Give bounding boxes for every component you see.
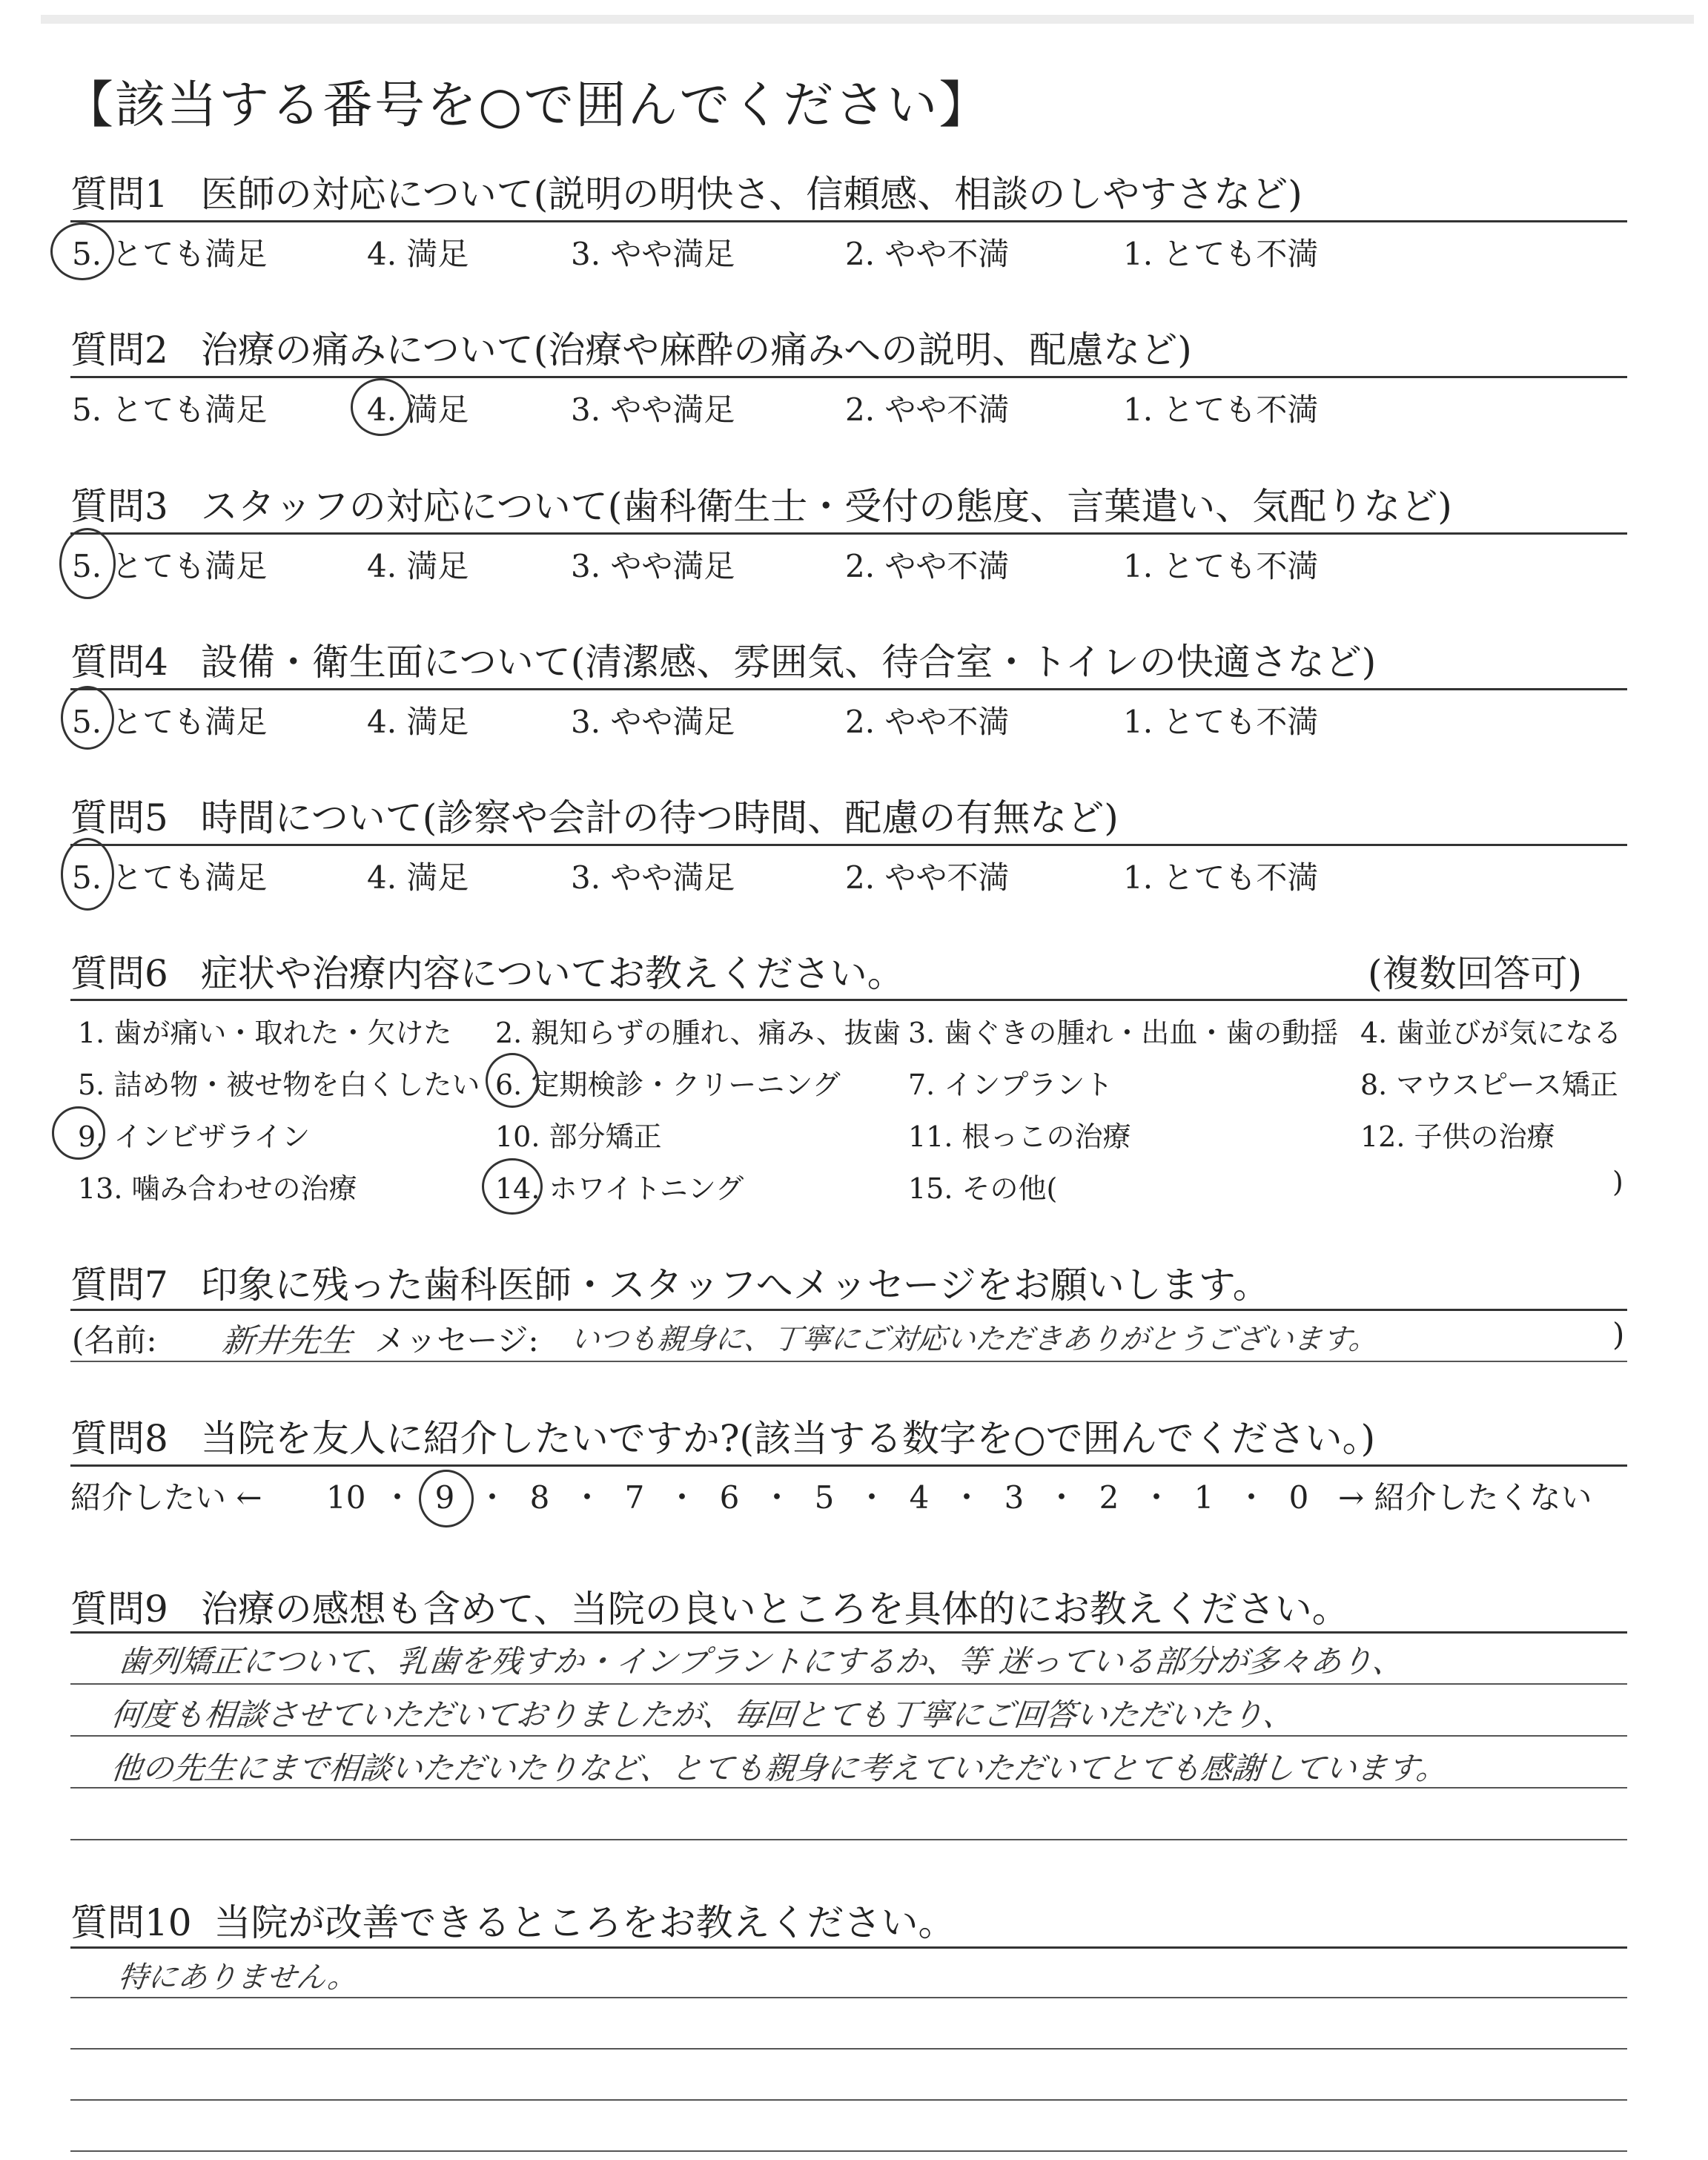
scale-9[interactable]: 9 [434, 1479, 455, 1516]
question-10 [70, 1893, 956, 1946]
scale-dot: ・ [1140, 1479, 1172, 1516]
q3-option-2[interactable]: 2. やや不満 [845, 548, 1010, 584]
selection-circle [52, 1106, 105, 1160]
q5-option-4[interactable]: 4. 満足 [367, 859, 469, 896]
divider [70, 999, 1627, 1001]
divider [70, 1946, 1627, 1949]
q6-option-10[interactable]: 10. 部分矯正 [495, 1120, 662, 1153]
divider [70, 532, 1627, 535]
q5-option-5[interactable]: 5. とても満足 [72, 859, 268, 896]
q6-option-11[interactable]: 11. 根っこの治療 [908, 1120, 1131, 1153]
multiple-answer-note: (複数回答可) [1368, 952, 1583, 995]
q6-option-4[interactable]: 4. 歯並びが気になる [1360, 1017, 1622, 1049]
scale-dot: ・ [1045, 1479, 1077, 1516]
question-5 [70, 788, 1119, 842]
q2-option-3[interactable]: 3. やや満足 [571, 392, 735, 428]
writing-line [70, 1997, 1627, 1998]
message-close: ) [1612, 1316, 1625, 1353]
scale-dot: ・ [855, 1479, 887, 1516]
divider [70, 688, 1627, 690]
q2-option-1[interactable]: 1. とても不満 [1123, 392, 1319, 428]
recommend-scale [326, 1473, 1323, 1518]
writing-line [70, 2099, 1627, 2101]
q6-option-2[interactable]: 2. 親知らずの腫れ、痛み、抜歯 [495, 1017, 901, 1049]
answer-line-1[interactable]: 特にありません。 [116, 1961, 360, 1995]
question-text: 印象に残った歯科医師・スタッフへメッセージをお願いします。 [200, 1264, 1270, 1307]
q6-option-7[interactable]: 7. インプラント [908, 1069, 1113, 1101]
question-3 [70, 477, 1452, 530]
question-label: 質問1 [70, 173, 168, 216]
question-label: 質問3 [70, 485, 168, 528]
q4-option-3[interactable]: 3. やや満足 [571, 704, 735, 740]
question-text: 当院を友人に紹介したいですか?(該当する数字を○で囲んでください。) [200, 1417, 1376, 1460]
question-text: 当院が改善できるところをお教えください。 [214, 1901, 956, 1944]
q6-option-15[interactable]: 15. その他( [908, 1172, 1058, 1205]
q6-option-14[interactable]: 14. ホワイトニング [495, 1172, 744, 1205]
question-1 [70, 165, 1302, 218]
question-label: 質問9 [70, 1588, 168, 1631]
q3-option-5[interactable]: 5. とても満足 [72, 548, 268, 584]
scale-dot: ・ [476, 1479, 508, 1516]
name-value[interactable]: 新井先生 [219, 1322, 355, 1360]
q1-option-2[interactable]: 2. やや不満 [845, 236, 1010, 272]
divider [70, 1631, 1627, 1634]
question-text: 医師の対応について(説明の明快さ、信頼感、相談のしやすさなど) [200, 173, 1302, 216]
q2-option-2[interactable]: 2. やや不満 [845, 392, 1010, 428]
q3-option-3[interactable]: 3. やや満足 [571, 548, 735, 584]
q6-option-3[interactable]: 3. 歯ぐきの腫れ・出血・歯の動揺 [908, 1017, 1339, 1049]
q6-option-6[interactable]: 6. 定期検診・クリーニング [495, 1069, 841, 1101]
question-4 [70, 633, 1376, 686]
selection-circle [61, 686, 114, 750]
question-label: 質問10 [70, 1901, 192, 1944]
q1-option-1[interactable]: 1. とても不満 [1123, 236, 1319, 272]
page-title: 【該当する番号を○で囲んでください】 [63, 76, 991, 135]
selection-circle [50, 222, 114, 280]
selection-circle [61, 838, 114, 911]
writing-line [70, 2048, 1627, 2050]
question-label: 質問6 [70, 952, 168, 995]
q6-option-1[interactable]: 1. 歯が痛い・取れた・欠けた [78, 1017, 452, 1049]
q2-option-5[interactable]: 5. とても満足 [72, 392, 268, 428]
selection-circle [59, 528, 116, 599]
selection-circle [419, 1470, 474, 1527]
question-9 [70, 1579, 1349, 1633]
q3-option-1[interactable]: 1. とても不満 [1123, 548, 1319, 584]
scale-2[interactable]: 2 [1099, 1479, 1119, 1516]
answer-line-1[interactable]: 歯列矯正について、乳歯を残すか・インプラントにするか、等 迷っている部分が多々あり、 [116, 1643, 1406, 1680]
scale-10[interactable]: 10 [326, 1479, 366, 1516]
question-text: 治療の痛みについて(治療や麻酔の痛みへの説明、配慮など) [200, 328, 1192, 371]
scale-8[interactable]: 8 [529, 1479, 550, 1516]
q6-option-5[interactable]: 5. 詰め物・被せ物を白くしたい [78, 1069, 480, 1101]
question-text: 時間について(診察や会計の待つ時間、配慮の有無など) [200, 796, 1119, 839]
scale-0[interactable]: 0 [1288, 1479, 1309, 1516]
writing-line [70, 2150, 1627, 2152]
q5-option-3[interactable]: 3. やや満足 [571, 859, 735, 896]
q5-option-1[interactable]: 1. とても不満 [1123, 859, 1319, 896]
q3-option-4[interactable]: 4. 満足 [367, 548, 469, 584]
divider [70, 1464, 1627, 1467]
question-6 [70, 944, 904, 997]
question-label: 質問7 [70, 1264, 168, 1307]
q5-option-2[interactable]: 2. やや不満 [845, 859, 1010, 896]
divider [70, 376, 1627, 378]
question-8 [70, 1409, 1375, 1462]
question-label: 質問5 [70, 796, 168, 839]
scale-dot: ・ [950, 1479, 982, 1516]
q6-option-13[interactable]: 13. 噛み合わせの治療 [78, 1172, 357, 1205]
question-label: 質問8 [70, 1417, 168, 1460]
question-text: 治療の感想も含めて、当院の良いところを具体的にお教えください。 [200, 1588, 1349, 1631]
q6-option-9[interactable]: 9. インビザライン [78, 1120, 311, 1153]
question-7 [70, 1255, 1270, 1309]
scale-6[interactable]: 6 [719, 1479, 740, 1516]
question-label: 質問4 [70, 641, 168, 684]
scale-4[interactable]: 4 [909, 1479, 930, 1516]
scale-dot: ・ [666, 1479, 698, 1516]
recommend-left-label: 紹介したい ← [70, 1479, 262, 1516]
divider [70, 1361, 1627, 1362]
question-2 [70, 320, 1192, 374]
scale-3[interactable]: 3 [1004, 1479, 1025, 1516]
question-text: 設備・衛生面について(清潔感、雰囲気、待合室・トイレの快適さなど) [200, 641, 1377, 684]
writing-line [70, 1735, 1627, 1737]
q1-option-5[interactable]: 5. とても満足 [72, 236, 268, 272]
scan-edge [41, 15, 1694, 24]
answer-line-3[interactable]: 他の先生にまで相談いただいたりなど、とても親身に考えていただいてとても感謝しています。 [109, 1750, 1449, 1786]
scale-dot: ・ [381, 1479, 413, 1516]
divider [70, 844, 1627, 846]
question-label: 質問2 [70, 328, 168, 371]
q1-option-3[interactable]: 3. やや満足 [571, 236, 735, 272]
name-label: (名前: [72, 1322, 157, 1358]
q2-option-4[interactable]: 4. 満足 [367, 392, 469, 428]
selection-circle [482, 1158, 543, 1215]
message-value[interactable]: いつも親身に、丁寧にご対応いただきありがとうございます。 [569, 1323, 1380, 1356]
writing-line [70, 1839, 1627, 1840]
message-label: メッセージ: [374, 1322, 539, 1358]
scale-dot: ・ [1235, 1479, 1267, 1516]
writing-line [70, 1683, 1627, 1685]
scale-5[interactable]: 5 [814, 1479, 835, 1516]
divider [70, 220, 1627, 222]
question-text: スタッフの対応について(歯科衛生士・受付の態度、言葉遣い、気配りなど) [200, 485, 1452, 528]
divider [70, 1309, 1627, 1311]
q6-other-close: ) [1612, 1166, 1623, 1198]
scale-1[interactable]: 1 [1194, 1479, 1214, 1516]
scale-7[interactable]: 7 [624, 1479, 645, 1516]
q4-option-5[interactable]: 5. とても満足 [72, 704, 268, 740]
selection-circle [351, 378, 411, 436]
question-text: 症状や治療内容についてお教えください。 [200, 952, 904, 995]
q4-option-2[interactable]: 2. やや不満 [845, 704, 1010, 740]
q4-option-1[interactable]: 1. とても不満 [1123, 704, 1319, 740]
scale-dot: ・ [571, 1479, 603, 1516]
answer-line-2[interactable]: 何度も相談させていただいておりましたが、毎回とても丁寧にご回答いただいたり、 [109, 1697, 1297, 1733]
q6-option-12[interactable]: 12. 子供の治療 [1360, 1120, 1555, 1153]
q4-option-4[interactable]: 4. 満足 [367, 704, 469, 740]
writing-line [70, 1787, 1627, 1789]
scale-dot: ・ [761, 1479, 792, 1516]
q1-option-4[interactable]: 4. 満足 [367, 236, 469, 272]
selection-circle [486, 1053, 539, 1108]
recommend-right-label: → 紹介したくない [1338, 1479, 1592, 1516]
q6-option-8[interactable]: 8. マウスピース矯正 [1360, 1069, 1618, 1101]
